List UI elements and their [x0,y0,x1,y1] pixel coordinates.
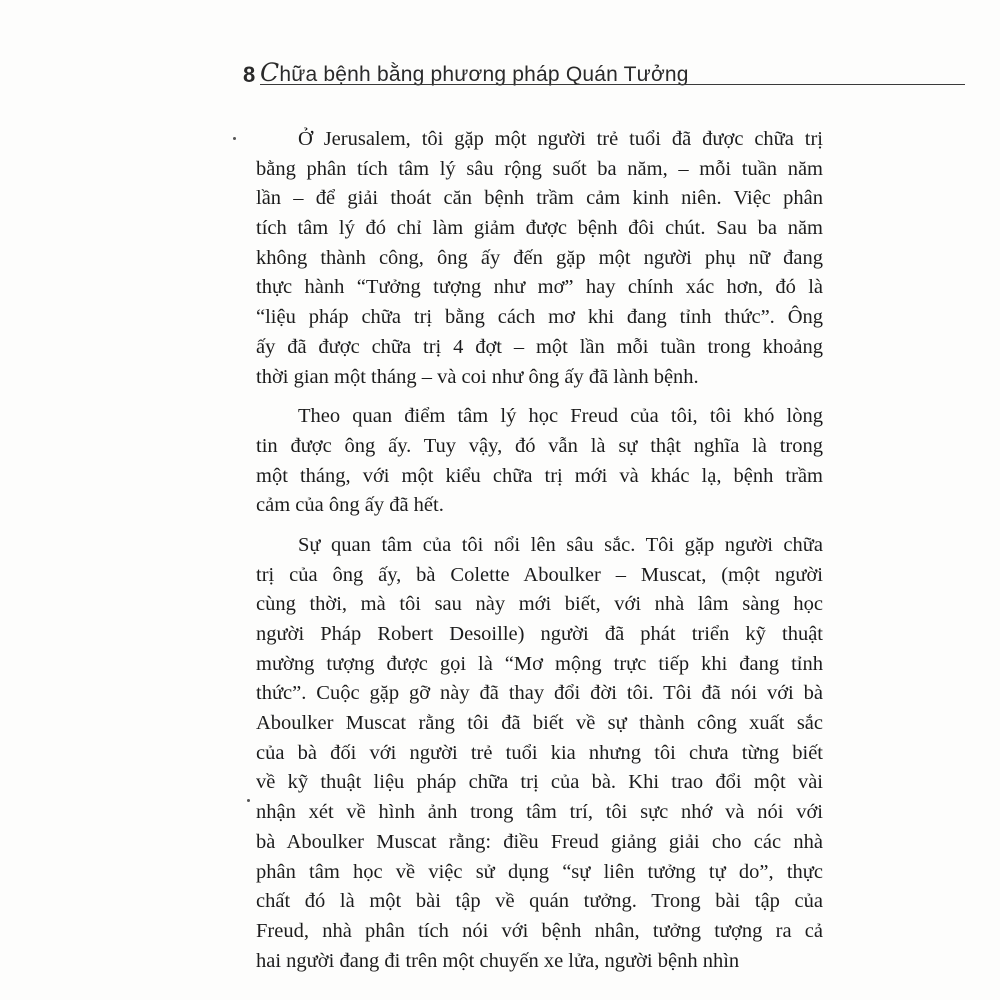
text-line: Freud, nhà phân tích nói với bệnh nhân, tưởng tượng ra cả [256,919,823,942]
text-line: Theo quan điểm tâm lý học Freud của tôi, tôi khó lòng [298,405,823,428]
text-line: bằng phân tích tâm lý sâu rộng suốt ba năm, – mỗi tuần năm [256,157,823,180]
text-line: “liệu pháp chữa trị bằng cách mơ khi đang tỉnh thức”. Ông [256,306,823,329]
page-number: 8 [243,62,256,87]
header-rule [260,84,965,85]
text-line: thời gian một tháng – và coi như ông ấy đã lành bệnh. [256,365,699,388]
text-line: chất đó là một bài tập về quán tưởng. Trong bài tập của [256,890,823,913]
text-line: của bà đối với người trẻ tuổi kia nhưng tôi chưa từng biết [256,741,823,764]
text-line: người Pháp Robert Desoille) người đã phát triển kỹ thuật [256,623,823,645]
text-line: bà Aboulker Muscat rằng: điều Freud giảng giải cho các nhà [256,830,823,853]
text-line: hai người đang đi trên một chuyến xe lửa, người bệnh nhìn [256,949,740,972]
paragraph [256,125,823,392]
running-title-initial: C [260,58,280,87]
text-line: tích tâm lý đó chỉ làm giảm được bệnh đôi chút. Sau ba năm [256,217,823,240]
text-line: Ở Jerusalem, tôi gặp một người trẻ tuổi đã được chữa trị [298,128,823,150]
text-line: Aboulker Muscat rằng tôi đã biết về sự thành công xuất sắc [256,712,823,735]
text-line: trị của ông ấy, bà Colette Aboulker – Muscat, (một người [256,563,823,586]
text-line: không thành công, ông ấy đến gặp một người phụ nữ đang [256,246,823,269]
text-line: phân tâm học về việc sử dụng “sự liên tưởng tự do”, thực [256,860,823,883]
text-line: ấy đã được chữa trị 4 đợt – một lần mỗi tuần trong khoảng [256,335,823,358]
scan-speck [247,799,250,802]
running-title [260,58,689,87]
scan-speck [233,137,236,140]
paragraph [256,402,823,521]
text-line: thức”. Cuộc gặp gỡ này đã thay đổi đời tôi. Tôi đã nói với bà [256,682,823,705]
text-line: lần – để giải thoát căn bệnh trầm cảm kinh niên. Việc phân [256,187,823,210]
running-title-text: hữa bệnh bằng phương pháp Quán Tưởng [279,63,689,86]
text-line: nhận xét về hình ảnh trong tâm trí, tôi sực nhớ và nói với [256,801,823,824]
text-line: tin được ông ấy. Tuy vậy, đó vẫn là sự thật nghĩa là trong [256,434,823,457]
text-line: về kỹ thuật liệu pháp chữa trị của bà. Khi trao đổi một vài [256,771,823,794]
paragraph [256,531,823,976]
running-header [243,55,965,85]
text-line: Sự quan tâm của tôi nổi lên sâu sắc. Tôi gặp người chữa [298,533,823,556]
text-line: thực hành “Tưởng tượng như mơ” hay chính xác hơn, đó là [256,276,823,299]
body-text [256,125,823,986]
text-line: cùng thời, mà tôi sau này mới biết, với nhà lâm sàng học [256,593,823,616]
text-line: một tháng, với một kiểu chữa trị mới và khác lạ, bệnh trầm [256,464,823,487]
text-line: mường tượng được gọi là “Mơ mộng trực tiếp khi đang tỉnh [256,652,823,675]
text-line: cảm của ông ấy đã hết. [256,494,444,517]
